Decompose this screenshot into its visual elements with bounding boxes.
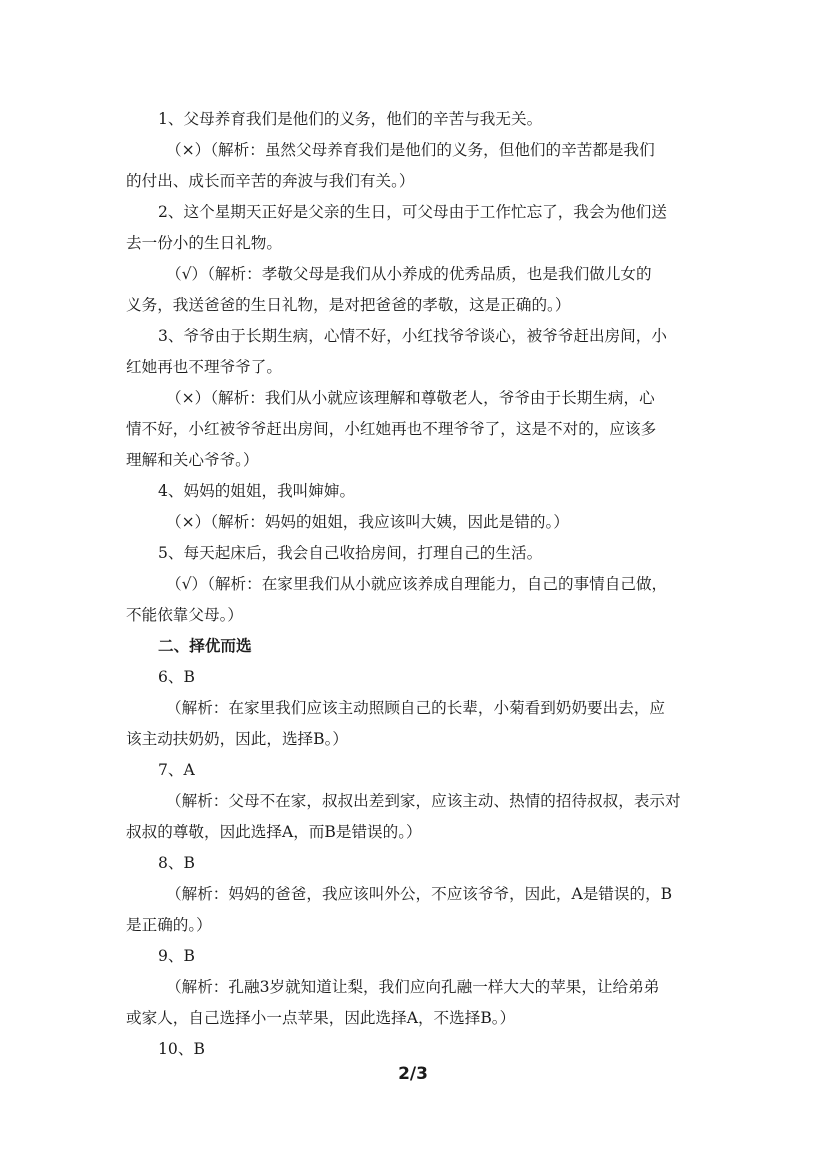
choice-explanation-cont: 该主动扶奶奶，因此，选择B。） <box>126 730 348 748</box>
section-heading: 二、择优而选 <box>158 637 252 655</box>
choice-item <box>126 1034 701 1065</box>
choice-item <box>126 941 701 1034</box>
item-statement: 1、父母养育我们是他们的义务，他们的辛苦与我无关。 <box>158 110 543 128</box>
item-answer: （×）（解析：妈妈的姐姐，我应该叫大姨，因此是错的。） <box>166 513 569 531</box>
item-statement: 3、爷爷由于长期生病，心情不好，小红找爷爷谈心，被爷爷赶出房间，小 <box>158 327 667 345</box>
judgment-item <box>126 476 701 538</box>
answer-mark: （×） <box>166 389 211 407</box>
item-answer-cont: 的付出、成长而辛苦的奔波与我们有关。） <box>126 172 415 190</box>
item-answer: （×）（解析：虽然父母养育我们是他们的义务，但他们的辛苦都是我们 <box>166 141 655 159</box>
judgment-item <box>126 104 701 197</box>
item-statement-cont: 去一份小的生日礼物。 <box>126 234 282 252</box>
choice-answer: 10、B <box>158 1040 205 1058</box>
page-number: 2/3 <box>398 1064 428 1084</box>
item-answer-cont: 不能依靠父母。） <box>126 606 243 624</box>
answer-mark: （×） <box>166 141 211 159</box>
judgment-item <box>126 197 701 321</box>
choice-explanation: （解析：妈妈的爸爸，我应该叫外公，不应该爷爷，因此，A是错误的，B <box>166 885 673 903</box>
choice-explanation-cont: 或家人，自己选择小一点苹果，因此选择A，不选择B。） <box>126 1009 516 1027</box>
choice-item <box>126 662 701 755</box>
choice-explanation: （解析：在家里我们应该主动照顾自己的长辈，小菊看到奶奶要出去，应 <box>166 699 666 717</box>
item-answer-cont: 情不好，小红被爷爷赶出房间，小红她再也不理爷爷了，这是不对的，应该多 <box>126 420 657 438</box>
document-body <box>126 104 701 1065</box>
judgment-item <box>126 321 701 476</box>
item-answer-cont: 义务，我送爸爸的生日礼物，是对把爸爸的孝敬，这是正确的。） <box>126 296 571 314</box>
item-answer: （√）（解析：在家里我们从小就应该养成自理能力，自己的事情自己做， <box>166 575 668 593</box>
choice-answer: 6、B <box>158 668 195 686</box>
item-statement: 4、妈妈的姐姐，我叫婶婶。 <box>158 482 356 500</box>
answer-mark: （√） <box>166 575 208 593</box>
answer-mark: （√） <box>166 265 208 283</box>
choice-item <box>126 848 701 941</box>
choice-item <box>126 755 701 848</box>
judgment-item <box>126 538 701 631</box>
choice-answer: 9、B <box>158 947 195 965</box>
item-statement-cont: 红她再也不理爷爷了。 <box>126 358 282 376</box>
item-statement: 2、这个星期天正好是父亲的生日，可父母由于工作忙忘了，我会为他们送 <box>158 203 667 221</box>
choice-explanation-cont: 叔叔的尊敬，因此选择A，而B是错误的。） <box>126 823 422 841</box>
item-answer: （×）（解析：我们从小就应该理解和尊敬老人，爷爷由于长期生病，心 <box>166 389 655 407</box>
item-statement: 5、每天起床后，我会自己收拾房间，打理自己的生活。 <box>158 544 543 562</box>
choice-explanation: （解析：孔融3岁就知道让梨，我们应向孔融一样大大的苹果，让给弟弟 <box>166 978 660 996</box>
choice-answer: 8、B <box>158 854 195 872</box>
choice-explanation: （解析：父母不在家，叔叔出差到家，应该主动、热情的招待叔叔，表示对 <box>166 792 681 810</box>
item-answer-cont: 理解和关心爷爷。） <box>126 451 259 469</box>
choice-explanation-cont: 是正确的。） <box>126 916 212 934</box>
item-answer: （√）（解析：孝敬父母是我们从小养成的优秀品质，也是我们做儿女的 <box>166 265 652 283</box>
answer-mark: （×） <box>166 513 211 531</box>
choice-answer: 7、A <box>158 761 195 779</box>
